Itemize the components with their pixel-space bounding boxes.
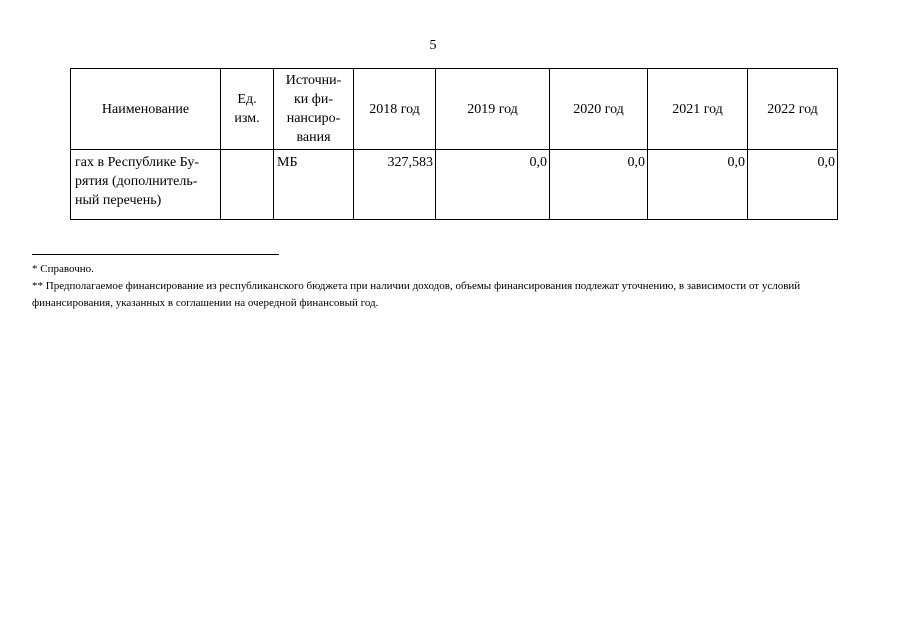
header-source: Источни- ки фи- нансиро- вания: [274, 69, 354, 150]
cell-source: МБ: [274, 150, 354, 220]
cell-unit: [221, 150, 274, 220]
header-2020: 2020 год: [550, 69, 648, 150]
page-number: 5: [429, 38, 437, 53]
footnote-1: * Справочно.: [32, 263, 94, 275]
cell-2022: 0,0: [748, 150, 838, 220]
header-2018: 2018 год: [354, 69, 436, 150]
header-2019: 2019 год: [436, 69, 550, 150]
table-header-row: [71, 69, 838, 150]
table-row: [71, 150, 838, 220]
cell-2020: 0,0: [550, 150, 648, 220]
cell-2018: 327,583: [354, 150, 436, 220]
cell-name: гах в Республике Бу- рятия (дополнитель- ный перечень): [71, 150, 221, 220]
footnotes: [32, 261, 838, 312]
financing-table-container: [70, 68, 838, 220]
header-2022: 2022 год: [748, 69, 838, 150]
header-name: Наименование: [71, 69, 221, 150]
cell-2021: 0,0: [648, 150, 748, 220]
financing-table: [70, 68, 838, 220]
footnote-2: ** Предполагаемое финансирование из республиканского бюджета при наличии доходов, объемы финансирования подлежат уточнению, в зависимости от условий финансирования, указанных в соглашении на очередной финансовый год.: [32, 280, 801, 309]
header-2021: 2021 год: [648, 69, 748, 150]
header-unit: Ед. изм.: [221, 69, 274, 150]
cell-2019: 0,0: [436, 150, 550, 220]
footnote-divider: [32, 254, 279, 255]
